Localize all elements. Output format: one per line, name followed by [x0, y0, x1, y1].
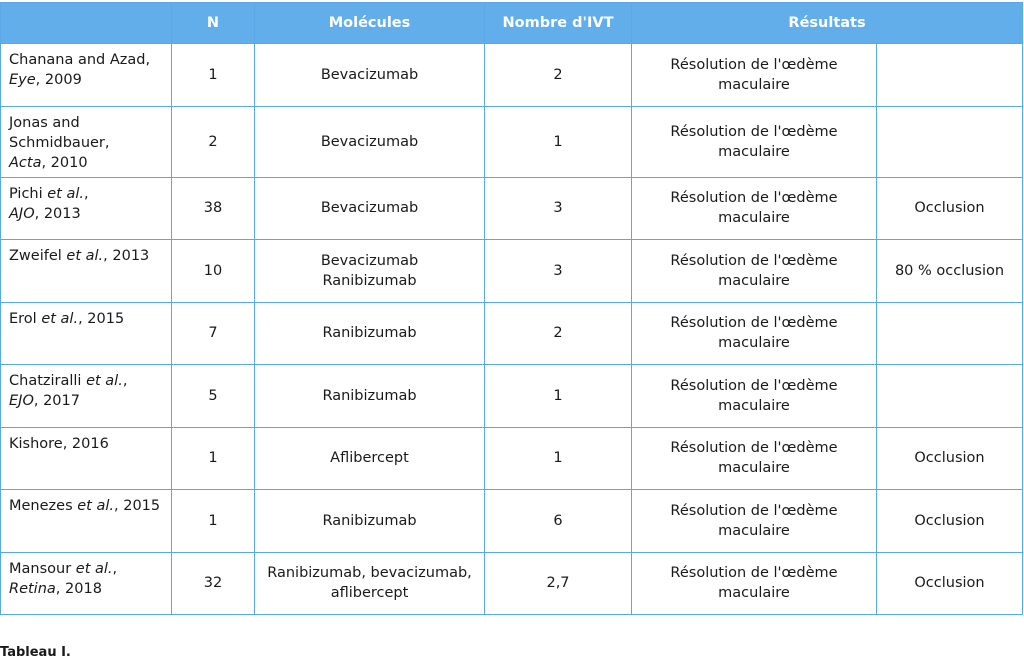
- ivt-cell: 1: [485, 427, 632, 490]
- study-line: [9, 434, 163, 454]
- result-cell: [632, 427, 877, 490]
- study-et-al: et al.: [41, 310, 79, 327]
- results-table: [0, 2, 1023, 615]
- study-author: Kishore, 2016: [9, 435, 109, 452]
- result-cell: [632, 552, 877, 615]
- molecules-cell: [255, 177, 485, 240]
- n-cell: 38: [172, 177, 255, 240]
- molecule-name: aflibercept: [330, 585, 409, 602]
- n-cell: 7: [172, 302, 255, 365]
- study-line: [9, 391, 163, 411]
- study-journal: EJO: [9, 393, 34, 409]
- ivt-cell: 2,7: [485, 552, 632, 615]
- study-author-cont: Schmidbauer,: [9, 134, 110, 151]
- result-line: Résolution de l'œdème: [670, 377, 838, 394]
- result-line: Résolution de l'œdème: [670, 252, 838, 269]
- study-author-suffix: ,: [122, 373, 128, 389]
- study-line: [9, 70, 163, 90]
- n-cell: 1: [172, 44, 255, 107]
- molecule-name: Ranibizumab: [322, 272, 417, 289]
- table-row: [1, 106, 1023, 177]
- study-line: [9, 50, 163, 70]
- study-year: , 2010: [41, 154, 88, 171]
- header-ivt: Nombre d'IVT: [485, 3, 632, 44]
- study-author-suffix: ,: [84, 185, 89, 202]
- result-line: maculaire: [718, 76, 790, 93]
- result-extra-cell: 80 % occlusion: [877, 240, 1023, 303]
- result-line: Résolution de l'œdème: [670, 56, 838, 73]
- study-year: , 2013: [34, 205, 81, 222]
- table-row: [1, 490, 1023, 553]
- result-cell: [632, 302, 877, 365]
- molecules-cell: [255, 490, 485, 553]
- study-line: [9, 113, 163, 133]
- study-line: [9, 246, 163, 266]
- result-line: Résolution de l'œdème: [670, 502, 838, 519]
- molecules-cell: [255, 240, 485, 303]
- molecule-name: Ranibizumab: [322, 512, 417, 529]
- ivt-cell: 2: [485, 302, 632, 365]
- result-extra-cell: Occlusion: [877, 177, 1023, 240]
- table-row: [1, 302, 1023, 365]
- result-line: maculaire: [718, 522, 790, 539]
- result-extra-cell: [877, 365, 1023, 428]
- molecule-name: Ranibizumab: [322, 387, 417, 404]
- study-journal: Retina: [9, 580, 56, 597]
- n-cell: 1: [172, 427, 255, 490]
- study-line: [9, 559, 163, 579]
- study-cell: [1, 427, 172, 490]
- result-line: maculaire: [718, 397, 790, 414]
- table-caption: Tableau I.: [0, 645, 71, 660]
- result-extra-cell: Occlusion: [877, 427, 1023, 490]
- study-line: [9, 579, 163, 599]
- result-line: Résolution de l'œdème: [670, 315, 838, 332]
- study-et-al: et al.: [75, 560, 113, 577]
- result-extra-cell: [877, 106, 1023, 177]
- header-study: [1, 3, 172, 44]
- result-cell: [632, 365, 877, 428]
- result-extra-cell: [877, 44, 1023, 107]
- table-row: [1, 365, 1023, 428]
- result-line: maculaire: [718, 585, 790, 602]
- result-extra-cell: Occlusion: [877, 552, 1023, 615]
- study-author: Menezes: [9, 498, 78, 514]
- result-line: Résolution de l'œdème: [670, 565, 838, 582]
- result-extra-cell: [877, 302, 1023, 365]
- molecule-name: Bevacizumab: [320, 66, 419, 83]
- molecules-cell: [255, 427, 485, 490]
- table-row: [1, 240, 1023, 303]
- study-et-al: et al.: [86, 373, 123, 389]
- study-line: [9, 153, 163, 173]
- result-line: maculaire: [718, 335, 790, 352]
- result-line: maculaire: [718, 272, 790, 289]
- study-author-suffix: ,: [112, 560, 118, 577]
- molecule-name: Bevacizumab: [320, 133, 419, 150]
- n-cell: 32: [172, 552, 255, 615]
- study-author: Mansour: [9, 560, 76, 577]
- molecules-cell: [255, 44, 485, 107]
- study-cell: [1, 44, 172, 107]
- study-line: [9, 309, 163, 329]
- result-line: maculaire: [718, 210, 790, 227]
- study-cell: [1, 365, 172, 428]
- result-line: maculaire: [718, 143, 790, 160]
- result-extra-cell: Occlusion: [877, 490, 1023, 553]
- header-results: Résultats: [632, 3, 1023, 44]
- study-et-al: et al.: [47, 185, 85, 202]
- table-row: [1, 44, 1023, 107]
- study-author-suffix: , 2015: [78, 310, 125, 327]
- study-line: [9, 371, 163, 391]
- molecule-name: Ranibizumab, bevacizumab,: [267, 565, 472, 582]
- n-cell: 10: [172, 240, 255, 303]
- ivt-cell: 2: [485, 44, 632, 107]
- table-row: [1, 177, 1023, 240]
- molecules-cell: [255, 106, 485, 177]
- ivt-cell: 1: [485, 365, 632, 428]
- study-et-al: et al.: [66, 248, 104, 264]
- table-row: [1, 552, 1023, 615]
- ivt-cell: 6: [485, 490, 632, 553]
- study-line: [9, 133, 163, 153]
- molecule-name: Bevacizumab: [320, 200, 419, 217]
- result-line: Résolution de l'œdème: [670, 440, 838, 457]
- molecules-cell: [255, 552, 485, 615]
- result-cell: [632, 490, 877, 553]
- molecule-name: Aflibercept: [330, 450, 409, 467]
- study-journal: AJO: [9, 205, 35, 222]
- result-line: maculaire: [718, 460, 790, 477]
- result-cell: [632, 44, 877, 107]
- header-molecules: Molécules: [255, 3, 485, 44]
- molecule-name: Ranibizumab: [322, 325, 417, 342]
- study-journal: Eye: [9, 72, 36, 88]
- result-cell: [632, 177, 877, 240]
- n-cell: 2: [172, 106, 255, 177]
- study-author: Chatziralli: [9, 373, 87, 389]
- n-cell: 1: [172, 490, 255, 553]
- study-et-al: et al.: [77, 498, 114, 514]
- study-line: [9, 496, 163, 516]
- study-cell: [1, 302, 172, 365]
- study-line: [9, 184, 163, 204]
- ivt-cell: 3: [485, 240, 632, 303]
- ivt-cell: 1: [485, 106, 632, 177]
- study-cell: [1, 240, 172, 303]
- study-year: , 2018: [55, 580, 102, 597]
- study-journal: Acta: [9, 154, 42, 171]
- study-cell: [1, 177, 172, 240]
- study-author: Pichi: [9, 185, 48, 202]
- study-cell: [1, 552, 172, 615]
- study-cell: [1, 106, 172, 177]
- study-author: Jonas and: [9, 114, 80, 131]
- ivt-cell: 3: [485, 177, 632, 240]
- result-line: Résolution de l'œdème: [670, 123, 838, 140]
- study-author: Chanana and Azad,: [9, 52, 151, 68]
- header-n: N: [172, 3, 255, 44]
- study-cell: [1, 490, 172, 553]
- n-cell: 5: [172, 365, 255, 428]
- molecules-cell: [255, 365, 485, 428]
- result-cell: [632, 240, 877, 303]
- study-line: [9, 204, 163, 224]
- study-year: , 2009: [35, 72, 82, 88]
- result-cell: [632, 106, 877, 177]
- result-line: Résolution de l'œdème: [670, 190, 838, 207]
- study-year: , 2017: [33, 393, 80, 409]
- molecules-cell: [255, 302, 485, 365]
- study-author-suffix: , 2015: [114, 498, 161, 514]
- table-row: [1, 427, 1023, 490]
- study-author: Zweifel: [9, 248, 67, 264]
- header-row: [1, 3, 1023, 44]
- study-author-suffix: , 2013: [103, 248, 150, 264]
- study-author: Erol: [9, 310, 42, 327]
- molecule-name: Bevacizumab: [320, 252, 419, 269]
